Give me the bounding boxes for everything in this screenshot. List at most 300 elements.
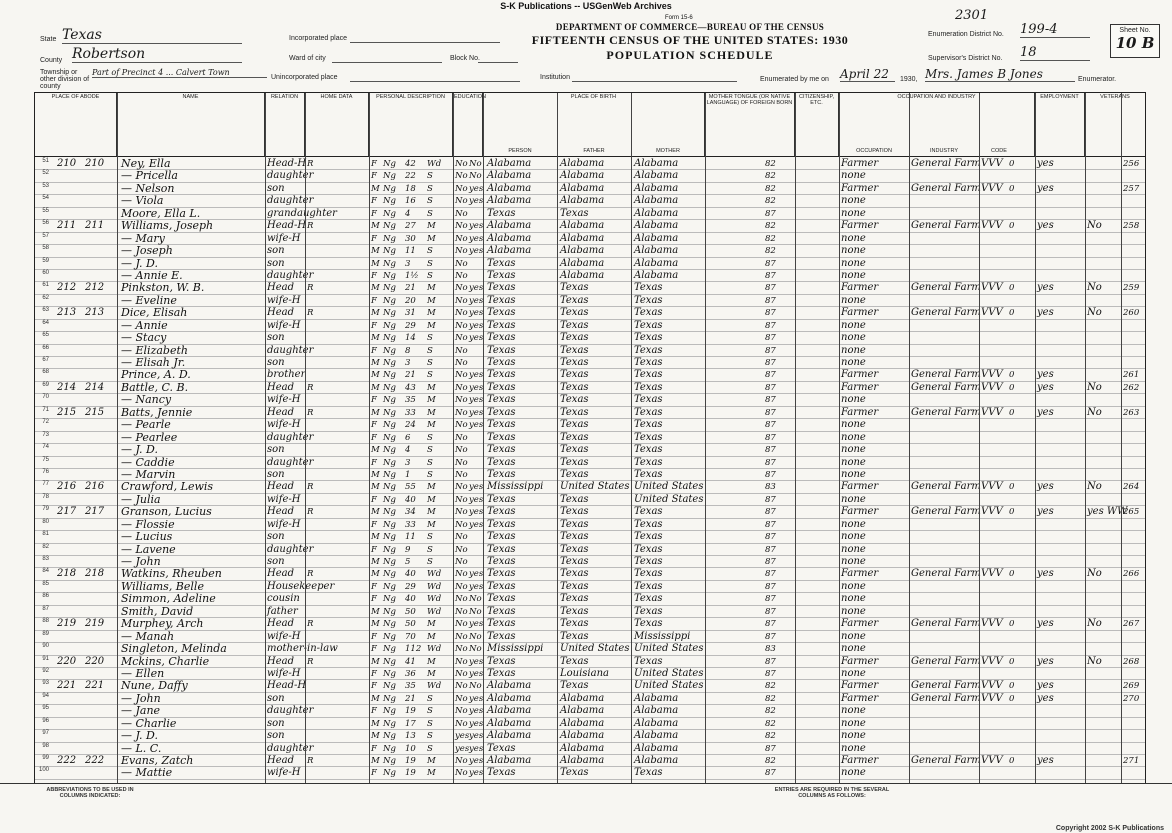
occupation-code	[981, 767, 1007, 779]
industry	[911, 718, 977, 730]
relation: Head	[267, 506, 295, 518]
person-name: Batts, Jennie	[121, 405, 193, 419]
age: 41	[405, 656, 416, 667]
family-number	[85, 668, 111, 680]
employed	[1037, 668, 1061, 680]
industry	[911, 556, 977, 568]
age: 3	[405, 358, 411, 368]
occupation: none	[841, 207, 866, 219]
tenure	[307, 668, 319, 680]
tenure	[307, 332, 319, 344]
class-of-worker	[1009, 444, 1021, 456]
employed: yes	[1037, 369, 1054, 381]
dwelling-number	[57, 369, 83, 381]
sex: F	[371, 668, 377, 679]
occupation: Farmer	[841, 406, 879, 418]
family-number: 214	[85, 381, 105, 393]
dwelling-number	[57, 357, 83, 369]
race: Ng	[383, 544, 396, 555]
row-reference: 270	[1123, 693, 1140, 704]
race: Ng	[383, 594, 396, 605]
can-read-write: yes	[469, 320, 484, 331]
family-number	[85, 357, 111, 369]
veteran: No	[1087, 406, 1102, 418]
birthplace-person: Texas	[487, 344, 516, 356]
veteran	[1087, 345, 1119, 357]
can-read-write	[469, 544, 483, 556]
family-number	[85, 320, 111, 332]
class-of-worker: 0	[1009, 221, 1015, 232]
dwelling-number: 215	[57, 406, 77, 418]
can-read-write: yes	[469, 407, 484, 418]
line-number: 70	[42, 394, 49, 401]
employed	[1037, 320, 1061, 332]
occupation: none	[841, 705, 866, 717]
line-number: 92	[42, 667, 49, 674]
school-attendance: No	[455, 159, 468, 169]
sex: F	[371, 270, 377, 281]
can-read-write: yes	[469, 494, 484, 505]
relation: wife-H	[267, 232, 301, 244]
can-read-write: yes	[469, 196, 484, 207]
veteran	[1087, 743, 1119, 755]
tenure	[307, 593, 319, 605]
birthplace-person: Texas	[487, 506, 516, 518]
birthplace-mother: Mississippi	[634, 630, 691, 642]
birth-code: 82	[765, 196, 776, 207]
tenure	[307, 705, 319, 717]
tenure	[307, 643, 319, 655]
occupation-code	[981, 730, 1007, 742]
sex: F	[371, 494, 377, 505]
birthplace-father: Texas	[560, 506, 589, 518]
marital-status: M	[427, 494, 436, 505]
age: 40	[405, 569, 416, 580]
relation: wife-H	[267, 518, 301, 530]
birth-code: 87	[765, 208, 776, 219]
row-reference	[1123, 345, 1143, 357]
relation: daughter	[267, 705, 314, 717]
line-number: 84	[42, 568, 49, 575]
family-number	[85, 369, 111, 381]
birth-code: 87	[765, 594, 776, 605]
industry	[911, 208, 977, 220]
class-of-worker: 0	[1009, 407, 1015, 418]
birthplace-person: Texas	[487, 419, 516, 431]
age: 4	[405, 208, 411, 219]
person-name: — J. D.	[121, 729, 158, 743]
veteran: No	[1087, 481, 1102, 493]
veteran	[1087, 718, 1119, 730]
veteran: yes WW	[1087, 506, 1128, 518]
birthplace-person: Texas	[487, 431, 516, 443]
birthplace-father: Texas	[560, 580, 589, 592]
class-of-worker: 0	[1009, 183, 1015, 194]
marital-status: S	[427, 557, 433, 567]
person-name: — Pearlee	[121, 430, 178, 444]
line-number: 83	[42, 556, 49, 562]
race: Ng	[383, 631, 396, 642]
race: Ng	[383, 494, 396, 505]
tenure	[307, 444, 319, 456]
age: 17	[405, 718, 416, 729]
can-read-write: yes	[469, 619, 484, 630]
race: Ng	[383, 457, 396, 468]
sex: M	[371, 557, 380, 567]
family-number	[85, 258, 111, 270]
industry	[911, 357, 977, 369]
occupation: none	[841, 543, 866, 555]
school-attendance: No	[455, 581, 468, 592]
industry	[911, 170, 977, 182]
dwelling-number	[57, 556, 83, 568]
birthplace-person: Texas	[487, 332, 516, 344]
birthplace-father: Alabama	[560, 195, 605, 207]
veteran	[1087, 457, 1119, 469]
supervisor-district-label: Supervisor's District No.	[928, 55, 1003, 62]
race: Ng	[383, 345, 396, 356]
marital-status: Wd	[427, 581, 442, 592]
occupation-code: VVV	[981, 506, 1003, 518]
veteran	[1087, 531, 1119, 543]
column-divider	[795, 93, 796, 783]
tenure	[307, 170, 319, 182]
age: 29	[405, 320, 416, 331]
line-number: 76	[42, 468, 49, 475]
sex: M	[371, 246, 380, 257]
dwelling-number	[57, 581, 83, 593]
state-label: State	[40, 36, 57, 43]
school-attendance: No	[455, 320, 468, 331]
veteran	[1087, 270, 1119, 282]
marital-status: Wd	[427, 569, 442, 580]
age: 36	[405, 668, 416, 679]
veteran	[1087, 183, 1119, 195]
family-number	[85, 457, 111, 469]
industry	[911, 631, 977, 643]
dwelling-number	[57, 643, 83, 655]
family-number	[85, 245, 111, 257]
veteran	[1087, 556, 1119, 568]
industry: General Farm	[911, 381, 981, 393]
race: Ng	[383, 718, 396, 729]
race: Ng	[383, 358, 396, 368]
employed	[1037, 432, 1061, 444]
dwelling-number	[57, 668, 83, 680]
sheet-value: 10 B	[1115, 34, 1155, 52]
sex: M	[371, 693, 380, 704]
employed	[1037, 469, 1061, 481]
dwelling-number: 221	[57, 680, 77, 692]
dwelling-number	[57, 743, 83, 755]
occupation-code: VVV	[981, 618, 1003, 630]
birthplace-father: Texas	[560, 332, 589, 344]
sex: F	[371, 159, 377, 169]
veteran	[1087, 705, 1119, 717]
family-number: 221	[85, 680, 105, 692]
birthplace-person: Texas	[487, 282, 516, 294]
row-reference	[1123, 357, 1143, 369]
employed	[1037, 718, 1061, 730]
class-of-worker	[1009, 668, 1021, 680]
dwelling-number: 220	[57, 655, 77, 667]
birthplace-father: Texas	[560, 767, 589, 779]
can-read-write: yes	[469, 569, 484, 580]
age: 29	[405, 581, 416, 592]
line-number: 96	[42, 717, 49, 724]
line-number: 66	[42, 344, 49, 351]
column-divider	[705, 93, 706, 783]
school-attendance: No	[455, 606, 468, 617]
industry	[911, 394, 977, 406]
column-divider	[453, 93, 454, 783]
family-number	[85, 432, 111, 444]
relation: daughter	[267, 456, 314, 468]
line-number: 77	[42, 481, 49, 488]
relation: mother-in-law	[267, 643, 338, 655]
birthplace-person: Alabama	[487, 692, 532, 704]
age: 8	[405, 345, 411, 356]
occupation-code	[981, 631, 1007, 643]
township-value: Part of Precinct 4 ... Calvert Town	[92, 68, 267, 78]
relation: Head	[267, 481, 295, 493]
subheader-code: CODE	[991, 148, 1007, 154]
person-name: — Mary	[121, 231, 165, 245]
sex: F	[371, 594, 377, 605]
class-of-worker	[1009, 544, 1021, 556]
person-name: Williams, Joseph	[121, 219, 214, 233]
birthplace-person: Texas	[487, 556, 516, 567]
line-number: 82	[42, 543, 49, 550]
family-number	[85, 233, 111, 245]
row-reference	[1123, 195, 1143, 207]
class-of-worker	[1009, 705, 1021, 717]
school-attendance: No	[455, 706, 468, 717]
occupation: Farmer	[841, 680, 879, 692]
veteran	[1087, 606, 1119, 618]
dwelling-number	[57, 332, 83, 344]
relation: son	[267, 182, 285, 194]
can-read-write	[469, 345, 483, 357]
person-name: — Julia	[121, 492, 161, 506]
relation: son	[267, 444, 285, 456]
industry	[911, 457, 977, 469]
occupation-code	[981, 581, 1007, 593]
tenure	[307, 494, 319, 506]
age: 14	[405, 333, 416, 344]
can-read-write	[469, 208, 483, 220]
occupation-code	[981, 345, 1007, 357]
can-read-write: No	[469, 606, 482, 617]
row-reference	[1123, 270, 1143, 282]
birthplace-mother: Alabama	[634, 158, 679, 169]
line-number: 89	[42, 630, 49, 637]
birthplace-person: Texas	[487, 767, 516, 779]
marital-status: M	[427, 756, 436, 766]
column-divider	[909, 93, 910, 783]
school-attendance: No	[455, 557, 468, 567]
race: Ng	[383, 619, 396, 630]
class-of-worker	[1009, 357, 1021, 369]
age: 40	[405, 594, 416, 605]
birthplace-mother: Texas	[634, 605, 663, 617]
veteran	[1087, 394, 1119, 406]
birthplace-person: Texas	[487, 357, 516, 368]
race: Ng	[383, 270, 396, 281]
employed	[1037, 743, 1061, 755]
age: 70	[405, 631, 416, 642]
enumerator-name: Mrs. James B Jones	[925, 67, 1075, 82]
birthplace-mother: Texas	[634, 618, 663, 630]
occupation-code	[981, 668, 1007, 680]
class-of-worker	[1009, 494, 1021, 506]
birth-code: 87	[765, 382, 776, 393]
birthplace-mother: Texas	[634, 506, 663, 518]
employed: yes	[1037, 182, 1054, 194]
birthplace-father: Texas	[560, 431, 589, 443]
birthplace-mother: Texas	[634, 369, 663, 381]
birthplace-mother: Alabama	[634, 195, 679, 207]
class-of-worker	[1009, 295, 1021, 307]
race: Ng	[383, 258, 396, 269]
birthplace-person: Texas	[487, 456, 516, 468]
relation: wife-H	[267, 294, 301, 306]
row-reference	[1123, 544, 1143, 556]
birthplace-father: Texas	[560, 630, 589, 642]
person-name: Mckins, Charlie	[121, 654, 210, 668]
can-read-write: yes	[469, 668, 484, 679]
birthplace-mother: Texas	[634, 332, 663, 344]
family-number	[85, 519, 111, 531]
birthplace-person: Alabama	[487, 717, 532, 729]
dwelling-number	[57, 693, 83, 705]
birthplace-mother: Alabama	[634, 705, 679, 717]
county-value: Robertson	[72, 46, 242, 63]
occupation-code: VVV	[981, 406, 1003, 418]
family-number	[85, 394, 111, 406]
row-reference	[1123, 295, 1143, 307]
age: 27	[405, 221, 416, 232]
sex: M	[371, 469, 380, 480]
veteran	[1087, 357, 1119, 369]
birthplace-mother: Texas	[634, 568, 663, 580]
birth-code: 82	[765, 706, 776, 717]
birthplace-father: Texas	[560, 618, 589, 630]
occupation-code: VVV	[981, 692, 1003, 704]
industry	[911, 494, 977, 506]
race: Ng	[383, 756, 396, 766]
occupation: none	[841, 730, 866, 742]
family-number	[85, 693, 111, 705]
industry: General Farm	[911, 220, 981, 232]
veteran	[1087, 170, 1119, 182]
person-name: — Viola	[121, 194, 164, 208]
dwelling-number	[57, 606, 83, 618]
birthplace-father: Texas	[560, 518, 589, 530]
person-name: — Ellen	[121, 666, 165, 680]
marital-status: S	[427, 544, 433, 555]
age: 30	[405, 233, 416, 244]
class-of-worker: 0	[1009, 569, 1015, 580]
tenure: R	[307, 656, 314, 667]
occupation: none	[841, 232, 866, 244]
column-group-relation: RELATION	[265, 93, 305, 156]
occupation-code	[981, 519, 1007, 531]
subheader-person: PERSON	[508, 148, 532, 154]
birth-code: 82	[765, 693, 776, 704]
tenure	[307, 606, 319, 618]
birthplace-mother: Alabama	[634, 170, 679, 182]
occupation: Farmer	[841, 692, 879, 704]
person-name: — Lucius	[121, 530, 173, 544]
tenure	[307, 519, 319, 531]
marital-status: Wd	[427, 606, 442, 617]
class-of-worker	[1009, 208, 1021, 220]
birthplace-father: Alabama	[560, 182, 605, 194]
school-attendance: No	[455, 768, 468, 779]
employed	[1037, 357, 1061, 369]
birth-code: 87	[765, 370, 776, 381]
employed: yes	[1037, 158, 1054, 169]
line-number: 53	[42, 182, 49, 189]
veteran: No	[1087, 618, 1102, 630]
school-attendance: No	[455, 196, 468, 207]
sex: M	[371, 482, 380, 493]
industry	[911, 320, 977, 332]
marital-status: M	[427, 320, 436, 331]
race: Ng	[383, 208, 396, 219]
relation: daughter	[267, 431, 314, 443]
class-of-worker	[1009, 394, 1021, 406]
can-read-write	[469, 258, 483, 270]
veteran	[1087, 245, 1119, 257]
birthplace-father: Louisiana	[560, 667, 609, 679]
family-number	[85, 556, 111, 568]
line-number: 68	[42, 369, 49, 376]
can-read-write: yes	[469, 395, 484, 406]
occupation: none	[841, 742, 866, 754]
employed	[1037, 581, 1061, 593]
person-name: Smith, David	[121, 604, 194, 618]
veteran: No	[1087, 568, 1102, 580]
birthplace-father: Texas	[560, 568, 589, 580]
copyright-notice: Copyright 2002 S-K Publications	[1055, 825, 1164, 832]
can-read-write	[469, 444, 483, 456]
dwelling-number	[57, 469, 83, 481]
birthplace-father: Alabama	[560, 158, 605, 169]
employed	[1037, 258, 1061, 270]
veteran	[1087, 544, 1119, 556]
tenure: R	[307, 407, 314, 418]
age: 6	[405, 432, 411, 443]
column-group-mother-tongue: MOTHER TONGUE (OR NATIVE LANGUAGE) OF FOREIGN BORN	[705, 93, 795, 156]
occupation: Farmer	[841, 182, 879, 194]
birthplace-father: Alabama	[560, 692, 605, 704]
school-attendance: No	[455, 681, 468, 692]
tenure: R	[307, 619, 314, 630]
tenure: R	[307, 482, 314, 493]
sex: M	[371, 221, 380, 232]
birthplace-mother: Texas	[634, 556, 663, 567]
occupation: none	[841, 294, 866, 306]
birthplace-father: Texas	[560, 493, 589, 505]
row-reference: 262	[1123, 382, 1140, 393]
family-number: 210	[85, 158, 105, 169]
occupation: none	[841, 643, 866, 655]
column-divider	[1085, 93, 1086, 783]
dwelling-number	[57, 432, 83, 444]
birthplace-person: Alabama	[487, 170, 532, 182]
